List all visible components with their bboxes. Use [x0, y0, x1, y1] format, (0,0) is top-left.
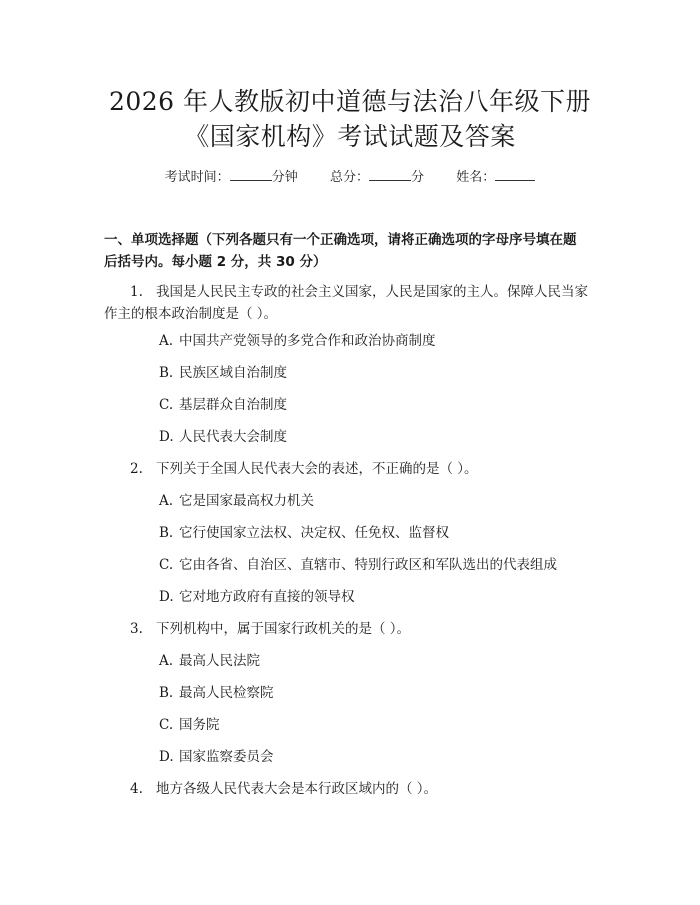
question-4	[104, 778, 604, 800]
exam-meta-row	[0, 167, 700, 188]
question-1-option-c[interactable]	[159, 394, 287, 416]
option-letter: D.	[159, 429, 174, 445]
option-text: 它由各省、自治区、直辖市、特别行政区和军队选出的代表组成	[179, 557, 557, 573]
question-1-option-d[interactable]	[159, 426, 287, 448]
time-blank[interactable]	[230, 167, 272, 181]
option-text: 民族区域自治制度	[179, 365, 287, 381]
time-unit: 分钟	[271, 170, 298, 185]
name-blank[interactable]	[495, 167, 535, 181]
question-3-option-c[interactable]	[159, 714, 220, 736]
name-label: 姓名：	[456, 170, 496, 185]
question-number: 2.	[130, 461, 143, 477]
option-letter: A.	[159, 493, 174, 509]
question-1	[104, 281, 604, 325]
option-text: 人民代表大会制度	[179, 429, 287, 445]
question-number: 1.	[130, 284, 143, 300]
question-number: 4.	[130, 781, 143, 797]
option-text: 中国共产党领导的多党合作和政治协商制度	[179, 333, 436, 349]
option-text: 它是国家最高权力机关	[179, 493, 314, 509]
question-number: 3.	[130, 621, 143, 637]
option-text: 国务院	[179, 717, 220, 733]
section-heading-line1: 一、单项选择题（下列各题只有一个正确选项，请将正确选项的字母序号填在题	[104, 232, 577, 248]
question-2-option-d[interactable]	[159, 586, 355, 608]
option-text: 最高人民检察院	[179, 685, 274, 701]
question-text: 地方各级人民代表大会是本行政区域内的（ ）。	[156, 781, 438, 797]
question-2-option-c[interactable]	[159, 554, 557, 576]
option-letter: C.	[159, 397, 174, 413]
question-2-option-a[interactable]	[159, 490, 314, 512]
score-unit: 分	[411, 170, 425, 185]
time-label: 考试时间：	[164, 170, 230, 185]
question-text-cont: 作主的根本政治制度是（ ）。	[104, 306, 278, 322]
option-text: 它行使国家立法权、决定权、任免权、监督权	[179, 525, 449, 541]
option-letter: A.	[159, 653, 174, 669]
question-2	[104, 458, 604, 480]
question-text: 我国是人民民主专政的社会主义国家，人民是国家的主人。保障人民当家	[156, 284, 588, 300]
option-letter: C.	[159, 717, 174, 733]
score-blank[interactable]	[369, 167, 411, 181]
option-letter: B.	[159, 525, 174, 541]
question-text: 下列关于全国人民代表大会的表述，不正确的是（ ）。	[156, 461, 478, 477]
option-text: 基层群众自治制度	[179, 397, 287, 413]
question-3-option-d[interactable]	[159, 746, 274, 768]
question-1-option-b[interactable]	[159, 362, 287, 384]
question-3-option-a[interactable]	[159, 650, 260, 672]
question-2-option-b[interactable]	[159, 522, 449, 544]
option-text: 它对地方政府有直接的领导权	[179, 589, 355, 605]
section-heading-line2: 后括号内。每小题 2 分，共 30 分）	[104, 254, 327, 270]
option-letter: B.	[159, 365, 174, 381]
option-text: 最高人民法院	[179, 653, 260, 669]
score-label: 总分：	[329, 170, 369, 185]
option-letter: D.	[159, 589, 174, 605]
question-3-option-b[interactable]	[159, 682, 274, 704]
option-letter: B.	[159, 685, 174, 701]
question-1-option-a[interactable]	[159, 330, 436, 352]
option-letter: C.	[159, 557, 174, 573]
exam-title-line2: 《国家机构》考试试题及答案	[184, 122, 516, 151]
question-text: 下列机构中，属于国家行政机关的是（ ）。	[156, 621, 411, 637]
option-text: 国家监察委员会	[179, 749, 274, 765]
exam-title-line1: 2026 年人教版初中道德与法治八年级下册	[108, 87, 592, 116]
question-3	[104, 618, 604, 640]
option-letter: A.	[159, 333, 174, 349]
option-letter: D.	[159, 749, 174, 765]
section-heading	[104, 229, 604, 273]
